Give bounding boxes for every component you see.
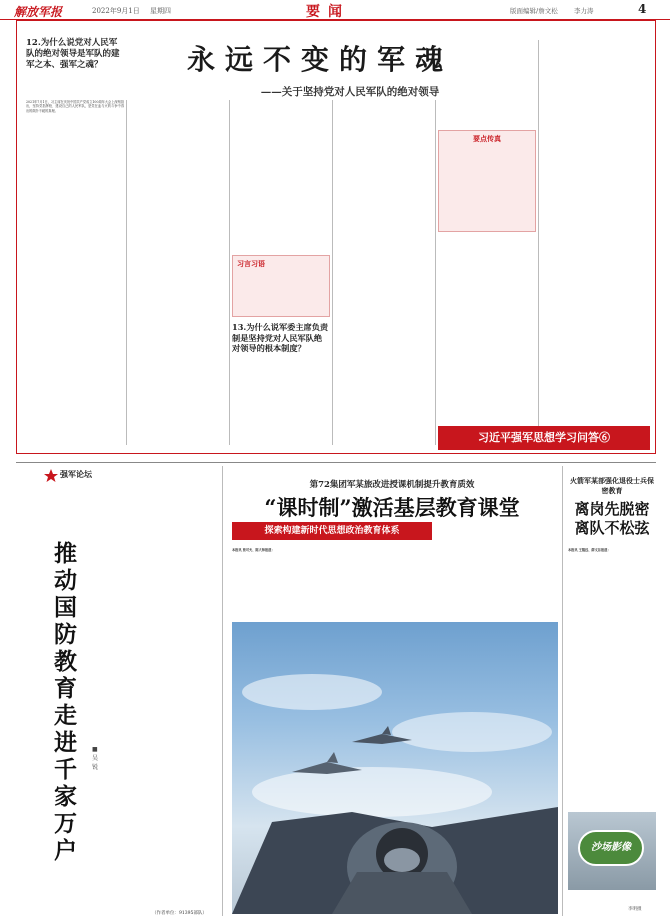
column-rule	[126, 100, 127, 445]
commentary-headline: 推动国防教育走进千家万户	[54, 540, 77, 864]
editor-credit: 版面编辑/詹文松	[510, 7, 558, 15]
commentary-end-note: （作者单位：91395部队）	[152, 911, 207, 916]
sidebar-logo-text: 沙场影像	[591, 842, 631, 853]
question-12-heading: 12.为什么说党对人民军队的绝对领导是军队的建军之本、强军之魂？	[26, 38, 120, 70]
section-name: 要闻	[306, 4, 350, 20]
page-header	[0, 0, 670, 20]
masthead: 解放军报	[14, 5, 63, 19]
center-kicker: 第72集团军某旅改进授课机制提升教育质效	[309, 480, 475, 490]
feature-column-3	[232, 100, 330, 250]
right-byline: 本报讯 王镇远、薛文东报道：	[568, 548, 611, 552]
column-rule	[229, 100, 230, 445]
feature-column-6	[541, 30, 651, 415]
column-rule	[435, 100, 436, 445]
study-tip-box	[232, 255, 330, 317]
commentary-body-bottom	[20, 858, 218, 908]
photo-illustration	[232, 622, 558, 914]
star-icon	[44, 469, 58, 483]
forum-kicker-star	[44, 468, 58, 482]
column-rule	[538, 40, 539, 445]
column-rule	[332, 100, 333, 445]
center-body	[232, 548, 552, 618]
center-headline: “课时制”激活基层教育课堂	[264, 495, 520, 520]
series-banner	[438, 426, 650, 450]
key-points-box	[438, 130, 536, 232]
center-topic-bar-text: 探索构建新时代思想政治教育体系	[264, 526, 400, 536]
center-byline: 本报讯 贾可夫、陈大帅报道：	[232, 548, 275, 552]
sidebar-caption	[568, 892, 656, 904]
feature-column-3b	[232, 370, 330, 445]
commentary-body	[108, 490, 218, 850]
page-number: 4	[638, 2, 647, 16]
photo-credit: 李明摄	[628, 907, 642, 912]
center-topic-bar	[232, 522, 432, 540]
feature-column-4	[335, 100, 433, 445]
sidebar-photo	[568, 812, 656, 890]
key-points-title: 要点传真	[473, 134, 501, 143]
feature-column-2	[129, 100, 227, 445]
forum-kicker: 强军论坛	[60, 469, 92, 479]
study-tip-title: 习言习语	[237, 259, 265, 268]
right-kicker: 火箭军某部强化退役士兵保密教育	[570, 476, 654, 495]
sidebar-logo	[578, 830, 644, 866]
fighter-jet-photo	[232, 622, 558, 914]
issue-date: 2022年9月1日	[92, 7, 140, 15]
right-body	[568, 548, 656, 806]
commentary-author: ■ 吴 锐	[92, 746, 99, 771]
section-divider	[16, 462, 656, 463]
right-headline: 离岗先脱密 离队不松弦	[574, 500, 650, 537]
feature-subtitle: ——关于坚持党对人民军队的绝对领导	[260, 86, 440, 98]
proofreader-credit: 李力涛	[574, 7, 594, 15]
feature-column-1	[26, 100, 124, 445]
column-rule	[222, 466, 223, 916]
feature-body-lead: 2021年7月1日，习主席在庆祝中国共产党成立100周年大会上深刻指出，坚持党指挥枪、建设自己的人民军队，是党在血与火的斗争中得出的颠扑不破的真理。	[26, 100, 124, 113]
question-13-heading: 13.为什么说军委主席负责制是坚持党对人民军队绝对领导的根本制度？	[232, 322, 329, 353]
issue-weekday: 星期四	[150, 7, 171, 15]
series-banner-text: 习近平强军思想学习问答⑥	[478, 431, 610, 444]
column-rule	[562, 466, 563, 916]
feature-title: 永远不变的军魂	[186, 43, 453, 76]
